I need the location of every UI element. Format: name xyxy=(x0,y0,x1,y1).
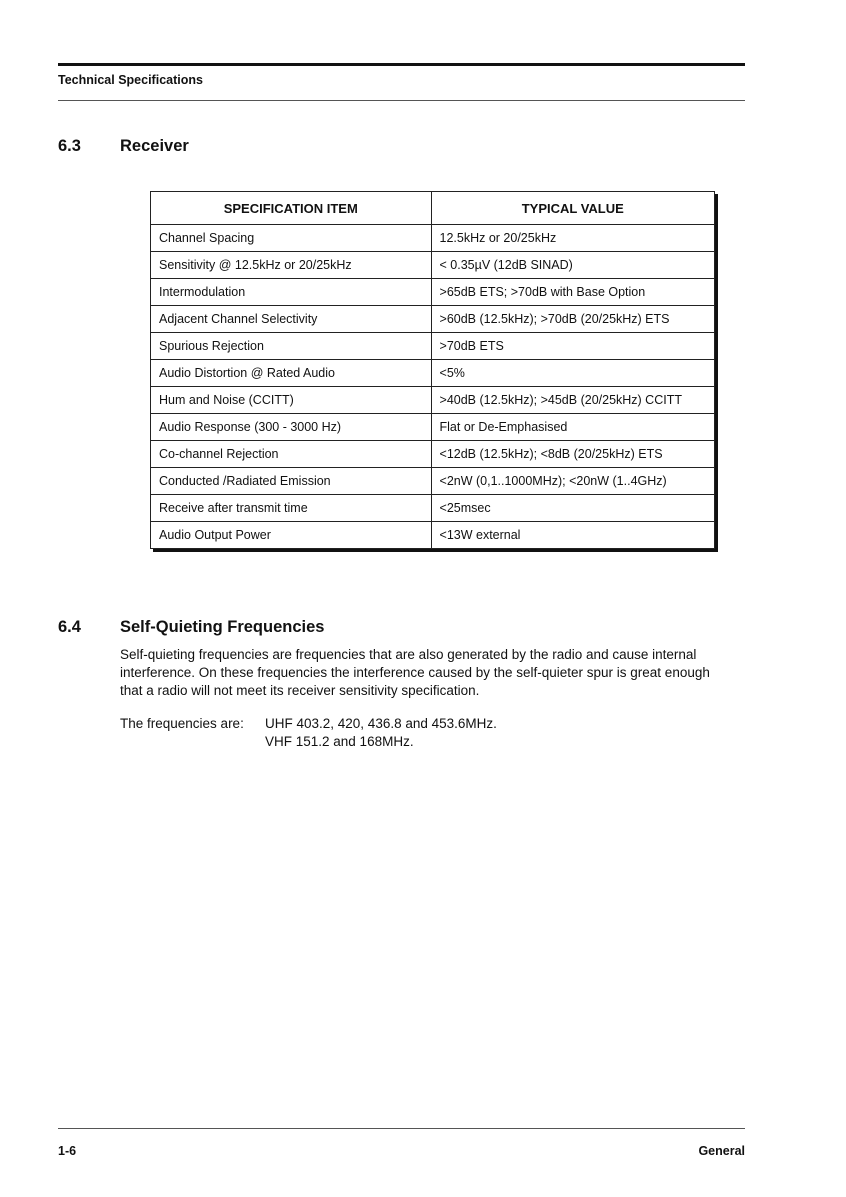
spec-item: Conducted /Radiated Emission xyxy=(151,468,432,495)
spec-value: >60dB (12.5kHz); >70dB (20/25kHz) ETS xyxy=(431,306,714,333)
frequencies-label: The frequencies are: xyxy=(120,716,244,731)
frequency-line: VHF 151.2 and 168MHz. xyxy=(265,734,414,749)
spec-item: Audio Distortion @ Rated Audio xyxy=(151,360,432,387)
section-title: Self-Quieting Frequencies xyxy=(120,618,325,636)
spec-value: < 0.35µV (12dB SINAD) xyxy=(431,252,714,279)
column-header-value: TYPICAL VALUE xyxy=(431,192,714,225)
spec-value: <2nW (0,1..1000MHz); <20nW (1..4GHz) xyxy=(431,468,714,495)
spec-item: Sensitivity @ 12.5kHz or 20/25kHz xyxy=(151,252,432,279)
spec-item: Audio Output Power xyxy=(151,522,432,549)
paragraph-line: that a radio will not meet its receiver sensitivity specification. xyxy=(120,683,480,698)
spec-value: >65dB ETS; >70dB with Base Option xyxy=(431,279,714,306)
section-title: Receiver xyxy=(120,137,189,155)
spec-value: <5% xyxy=(431,360,714,387)
spec-item: Hum and Noise (CCITT) xyxy=(151,387,432,414)
spec-item: Spurious Rejection xyxy=(151,333,432,360)
paragraph-line: interference. On these frequencies the interference caused by the self-quieter spur is great enough xyxy=(120,665,710,680)
table-row xyxy=(151,225,715,252)
body-paragraph xyxy=(120,646,746,700)
spec-item: Audio Response (300 - 3000 Hz) xyxy=(151,414,432,441)
spec-value: <12dB (12.5kHz); <8dB (20/25kHz) ETS xyxy=(431,441,714,468)
section-number: 6.3 xyxy=(58,137,81,155)
spec-item: Co-channel Rejection xyxy=(151,441,432,468)
page-number: 1-6 xyxy=(58,1144,77,1158)
spec-value: Flat or De-Emphasised xyxy=(431,414,714,441)
table-row xyxy=(151,333,715,360)
table-row xyxy=(151,360,715,387)
paragraph-line: Self-quieting frequencies are frequencies that are also generated by the radio and cause internal xyxy=(120,647,697,662)
header-rule xyxy=(58,63,745,66)
table-header-row xyxy=(151,192,715,225)
spec-value: <13W external xyxy=(431,522,714,549)
spec-item: Adjacent Channel Selectivity xyxy=(151,306,432,333)
spec-item: Intermodulation xyxy=(151,279,432,306)
receiver-spec-table xyxy=(150,191,715,549)
table-row xyxy=(151,252,715,279)
column-header-item: SPECIFICATION ITEM xyxy=(151,192,432,225)
spec-value: >70dB ETS xyxy=(431,333,714,360)
running-header: Technical Specifications xyxy=(58,73,203,87)
table-row xyxy=(151,279,715,306)
spec-value: <25msec xyxy=(431,495,714,522)
table-row xyxy=(151,414,715,441)
frequency-line: UHF 403.2, 420, 436.8 and 453.6MHz. xyxy=(265,716,497,731)
table-row xyxy=(151,468,715,495)
frequencies-list xyxy=(265,715,497,751)
header-divider xyxy=(58,100,745,101)
table-row xyxy=(151,495,715,522)
section-number: 6.4 xyxy=(58,618,81,636)
footer-section: General xyxy=(698,1144,745,1158)
table-row xyxy=(151,306,715,333)
spec-item: Receive after transmit time xyxy=(151,495,432,522)
spec-value: 12.5kHz or 20/25kHz xyxy=(431,225,714,252)
spec-value: >40dB (12.5kHz); >45dB (20/25kHz) CCITT xyxy=(431,387,714,414)
footer-divider xyxy=(58,1128,745,1129)
table-row xyxy=(151,441,715,468)
spec-item: Channel Spacing xyxy=(151,225,432,252)
table-row xyxy=(151,522,715,549)
table-row xyxy=(151,387,715,414)
